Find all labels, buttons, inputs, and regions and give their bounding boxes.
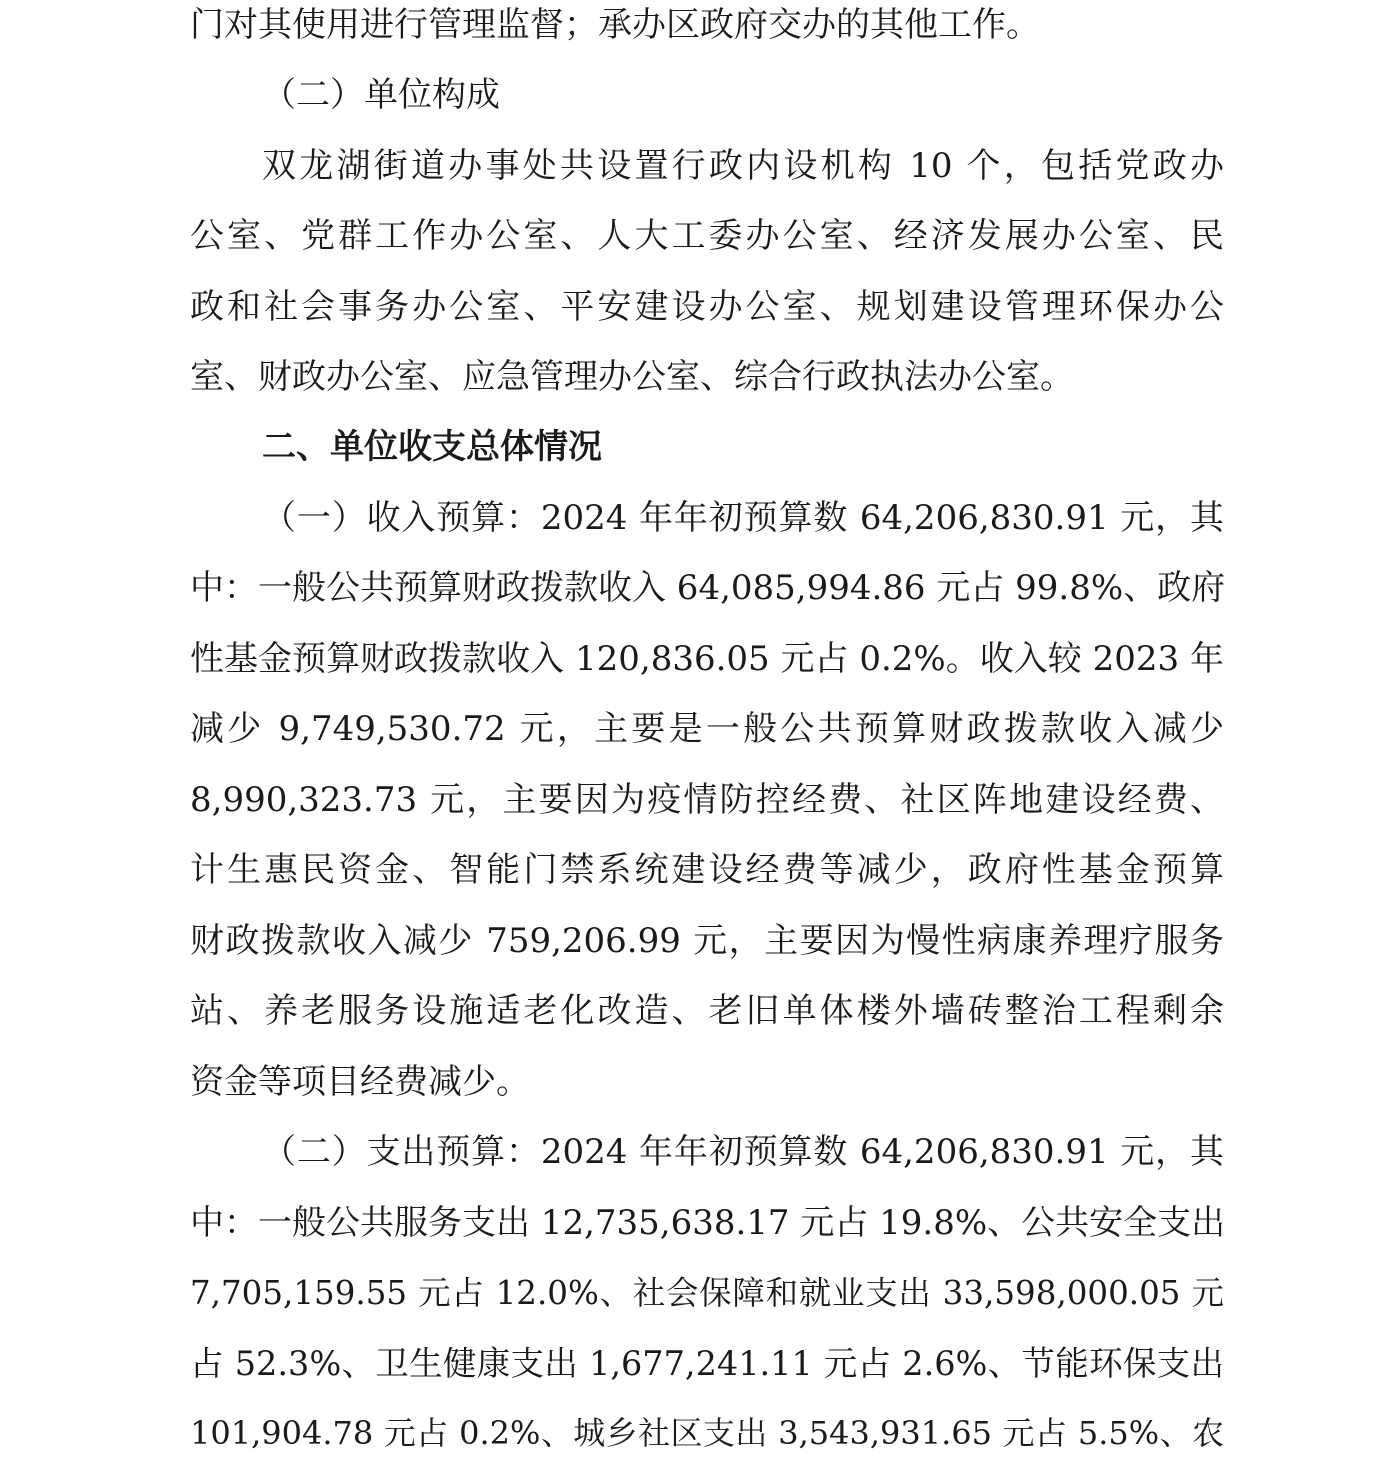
paragraph-line: 政和社会事务办公室、平安建设办公室、规划建设管理环保办公 bbox=[190, 287, 1224, 327]
paragraph-line: 双龙湖街道办事处共设置行政内设机构 10 个，包括党政办 bbox=[262, 146, 1224, 186]
paragraph-line: 性基金预算财政拨款收入 120,836.05 元占 0.2%。收入较 2023 年 bbox=[190, 639, 1224, 679]
paragraph-line: 101,904.78 元占 0.2%、城乡社区支出 3,543,931.65 元占 5.5%、农 bbox=[190, 1414, 1224, 1452]
paragraph-line: （二）支出预算：2024 年年初预算数 64,206,830.91 元，其 bbox=[262, 1132, 1224, 1172]
section-subheading: （二）单位构成 bbox=[262, 75, 500, 115]
paragraph-line: 中：一般公共预算财政拨款收入 64,085,994.86 元占 99.8%、政府 bbox=[190, 568, 1226, 608]
paragraph-line: 门对其使用进行管理监督；承办区政府交办的其他工作。 bbox=[190, 5, 1040, 45]
paragraph-line: 站、养老服务设施适老化改造、老旧单体楼外墙砖整治工程剩余 bbox=[190, 991, 1224, 1031]
paragraph-line: 中：一般公共服务支出 12,735,638.17 元占 19.8%、公共安全支出 bbox=[190, 1203, 1226, 1243]
paragraph-line: 财政拨款收入减少 759,206.99 元，主要因为慢性病康养理疗服务 bbox=[190, 921, 1224, 961]
paragraph-line: 7,705,159.55 元占 12.0%、社会保障和就业支出 33,598,000.05 元 bbox=[190, 1274, 1224, 1312]
paragraph-line: 公室、党群工作办公室、人大工委办公室、经济发展办公室、民 bbox=[190, 216, 1224, 256]
paragraph-line: （一）收入预算：2024 年年初预算数 64,206,830.91 元，其 bbox=[262, 498, 1224, 538]
paragraph-line: 减少 9,749,530.72 元，主要是一般公共预算财政拨款收入减少 bbox=[190, 709, 1224, 749]
paragraph-line: 计生惠民资金、智能门禁系统建设经费等减少，政府性基金预算 bbox=[190, 850, 1224, 890]
paragraph-line: 资金等项目经费减少。 bbox=[190, 1062, 530, 1102]
paragraph-line: 室、财政办公室、应急管理办公室、综合行政执法办公室。 bbox=[190, 357, 1074, 397]
paragraph-line: 8,990,323.73 元，主要因为疫情防控经费、社区阵地建设经费、 bbox=[190, 780, 1224, 820]
section-heading: 二、单位收支总体情况 bbox=[262, 427, 602, 467]
paragraph-line: 占 52.3%、卫生健康支出 1,677,241.11 元占 2.6%、节能环保支出 bbox=[190, 1344, 1224, 1383]
